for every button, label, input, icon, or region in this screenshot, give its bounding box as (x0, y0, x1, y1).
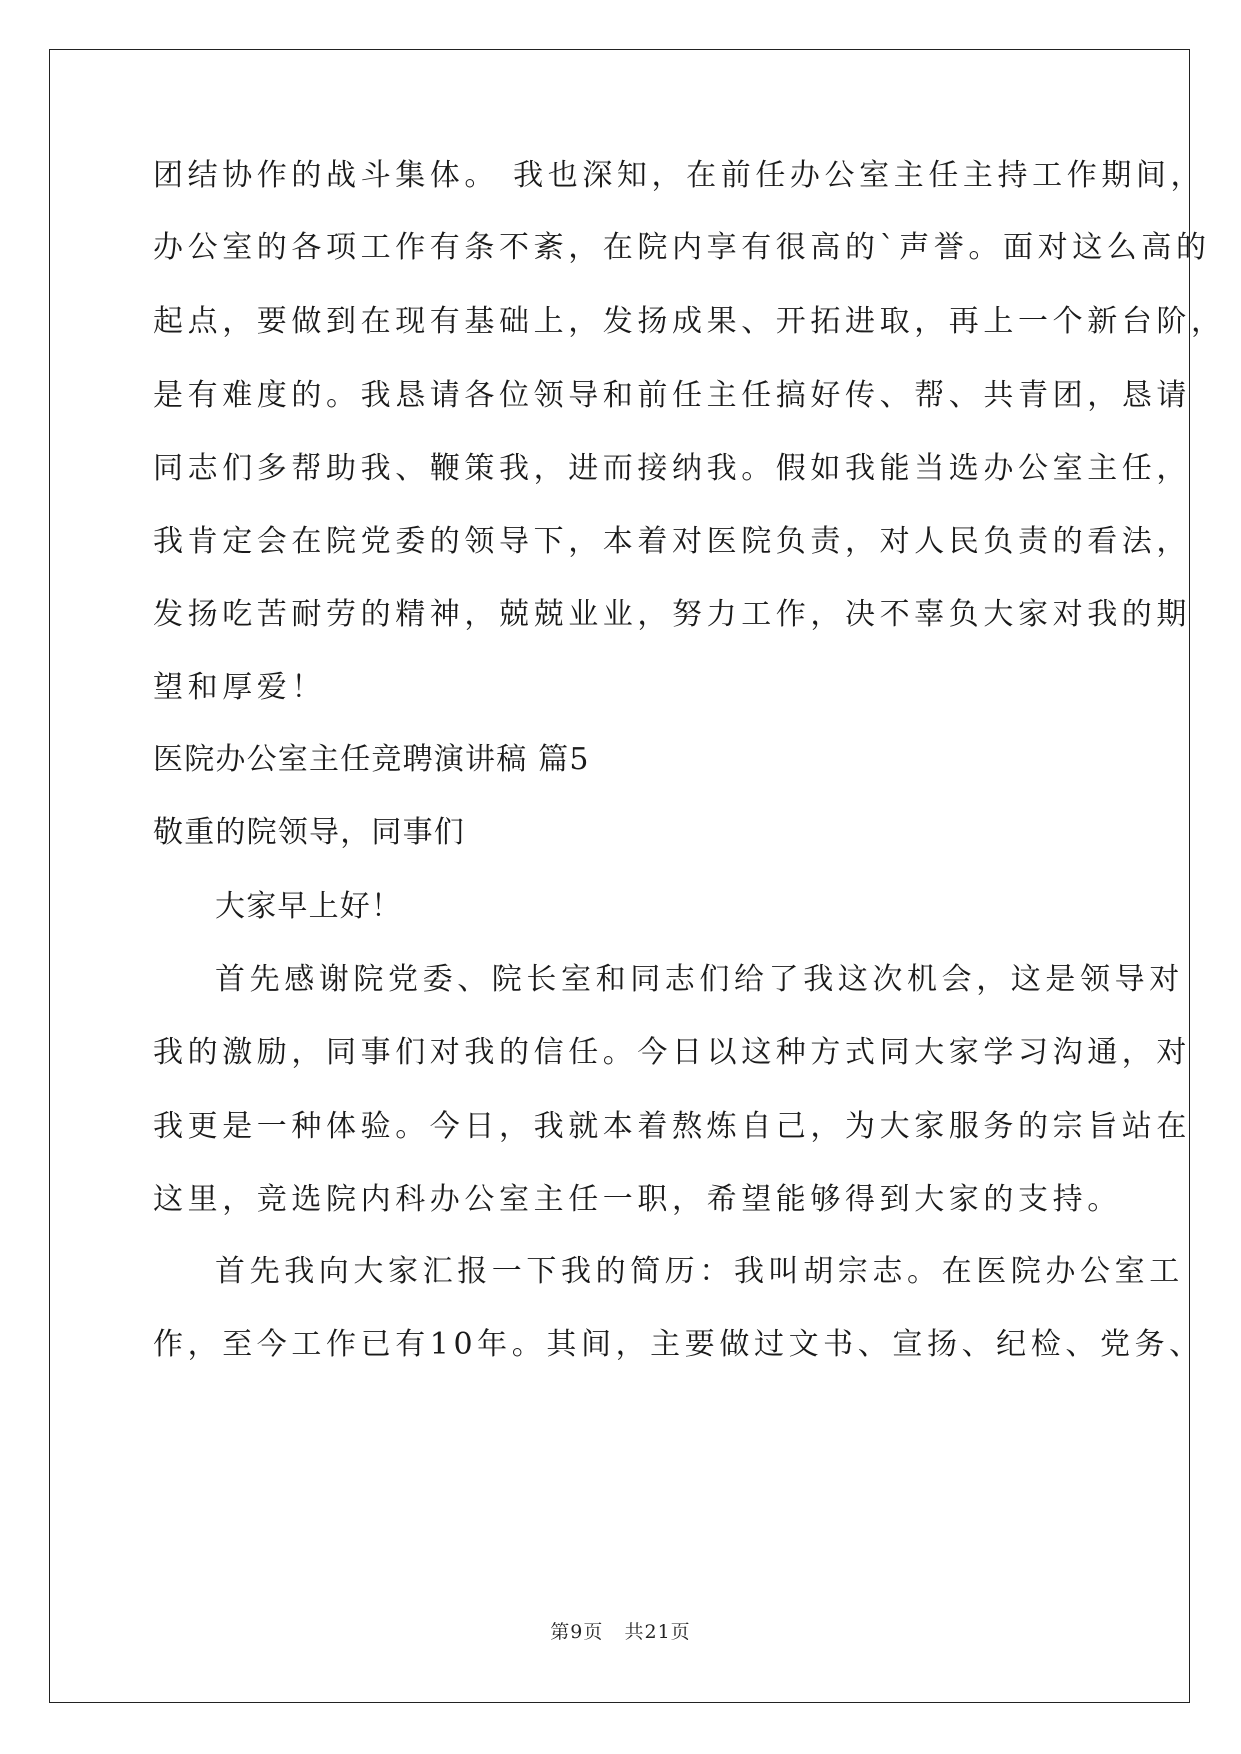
greeting: 大家早上好！ (215, 889, 403, 924)
text-line: 发扬吃苦耐劳的精神，兢兢业业，努力工作，决不辜负大家对我的期 (153, 597, 1191, 632)
text-line: 这里，竞选院内科办公室主任一职，希望能够得到大家的支持。 (153, 1182, 1122, 1217)
text-line: 首先感谢院党委、院长室和同志们给了我这次机会，这是领导对 (215, 962, 1184, 997)
text-line: 我肯定会在院党委的领导下，本着对医院负责，对人民负责的看法， (153, 524, 1191, 559)
page-number: 第9页 共21页 (550, 1621, 691, 1643)
salutation: 敬重的院领导，同事们 (153, 815, 465, 850)
text-line: 是有难度的。我恳请各位领导和前任主任搞好传、帮、共青团，恳请 (153, 378, 1191, 413)
text-line: 团结协作的战斗集体。 我也深知，在前任办公室主任主持工作期间， (153, 158, 1206, 193)
text-line: 首先我向大家汇报一下我的简历：我叫胡宗志。在医院办公室工 (215, 1254, 1184, 1289)
text-line: 我的激励，同事们对我的信任。今日以这种方式同大家学习沟通，对 (153, 1035, 1191, 1070)
text-line: 望和厚爱！ (153, 670, 326, 705)
text-line: 起点，要做到在现有基础上，发扬成果、开拓进取，再上一个新台阶， (153, 304, 1226, 339)
text-line: 同志们多帮助我、鞭策我，进而接纳我。假如我能当选办公室主任， (153, 451, 1191, 486)
text-line: 办公室的各项工作有条不紊，在院内享有很高的`声誉。面对这么高的 (153, 230, 1211, 265)
text-line: 作，至今工作已有10年。其间，主要做过文书、宣扬、纪检、党务、 (153, 1327, 1204, 1362)
section-heading: 医院办公室主任竞聘演讲稿 篇5 (153, 742, 590, 777)
text-line: 我更是一种体验。今日，我就本着熬炼自己，为大家服务的宗旨站在 (153, 1109, 1191, 1144)
page-border (49, 49, 1190, 1703)
